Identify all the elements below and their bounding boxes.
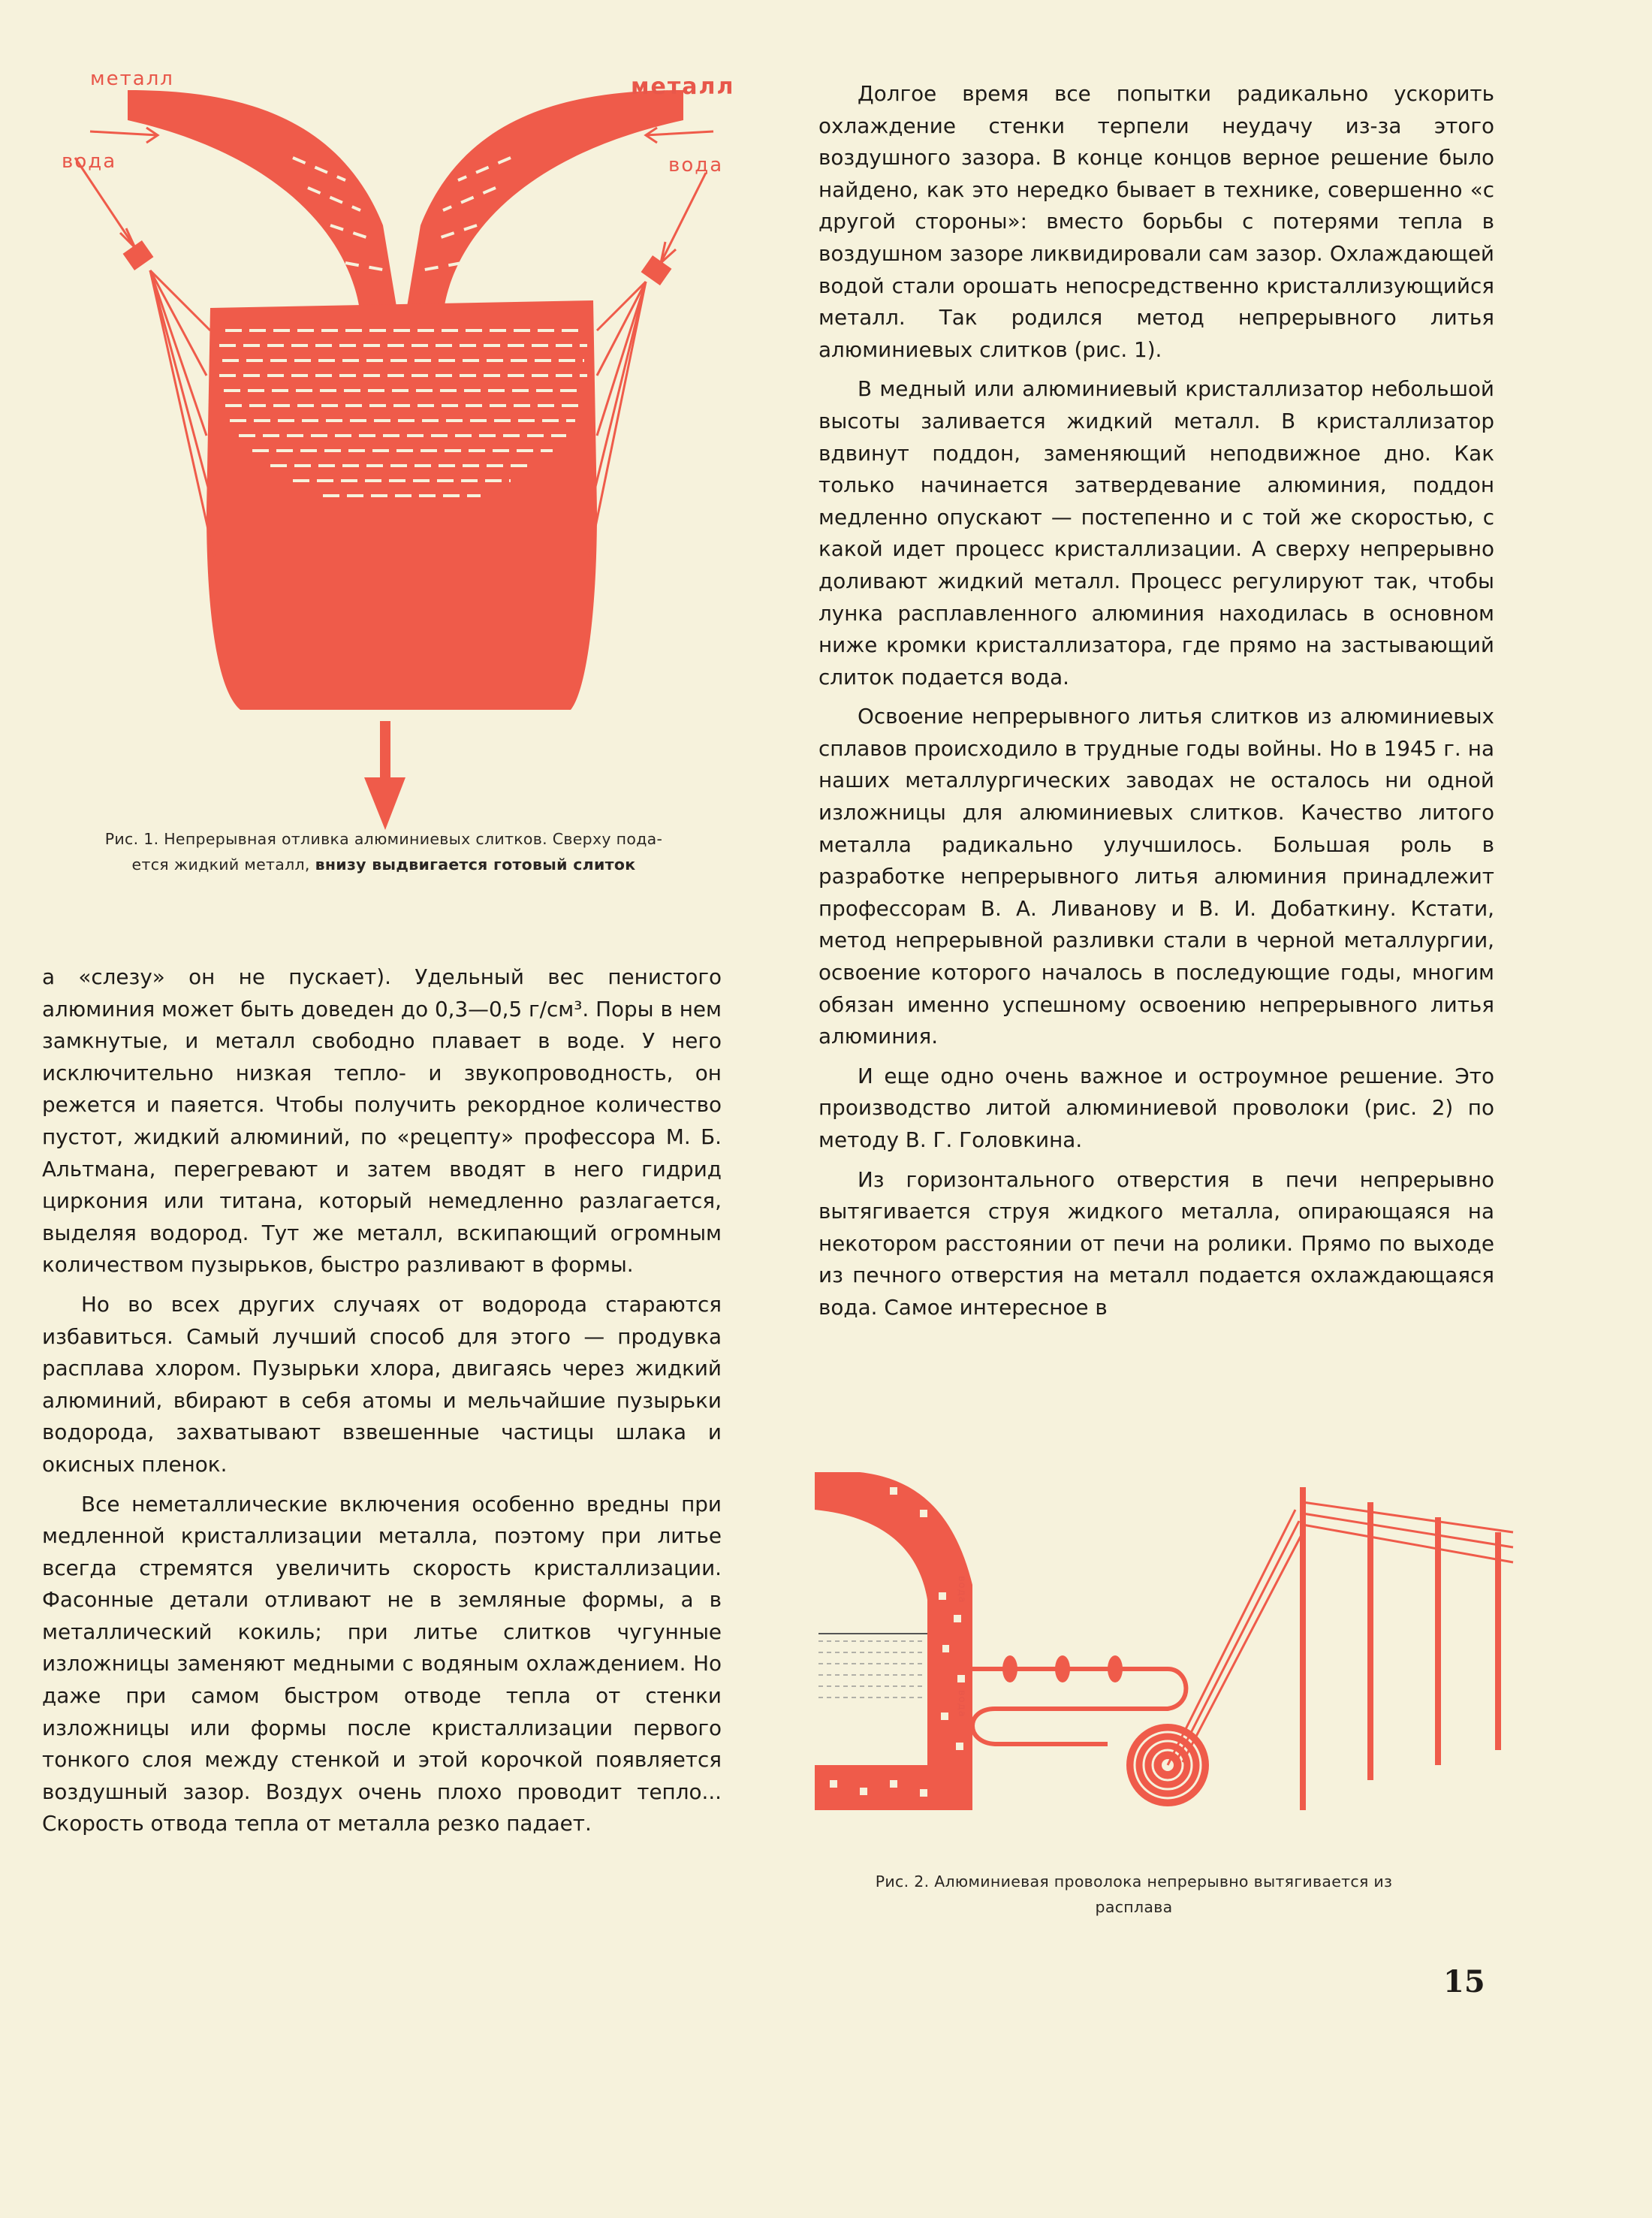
right-text-column [818,78,1494,1324]
label-metal-left: металл [90,68,174,90]
figure-2-caption [796,1869,1472,1920]
figure-1-caption-part3: внизу выдвигается готовый слиток [315,856,636,874]
paragraph: Все неметаллические включения особенно вредны при медленной кристаллизации металла, поэтому при литье всегда стремятся увеличить скорость кристаллизации. Фасонные детали отливают не в земляные формы, а в металлический кокиль; при литье слитков чугунные изложницы заменяют медными с водяным охлаждением. Но даже при самом быстром отводе тепла от стенки изложницы или формы после кристаллизации первого тонкого слоя между стенкой и этой корочкой появляется воздушный зазор. Воздух очень плохо проводит тепло... Скорость отвода тепла от металла резко падает. [42,1491,722,1836]
label-water-bottom: вода [956,1690,967,1718]
paragraph: Из горизонтального отверстия в печи непрерывно вытягивается струя жидкого металла, опирающаяся на некотором расстоянии от печи на ролики. Прямо по выходе из печного отверстия на металл подается охлаждающаяся вода. Самое интересное в [818,1166,1494,1320]
label-water-right: вода [668,154,724,177]
water-nozzle-right [589,173,706,556]
paragraph: В медный или алюминиевый кристаллизатор небольшой высоты заливается жидкий металл. В кристаллизатор вдвинут поддон, заменяющий неподвижное дно. Как только начинается затвердевание алюминия, поддон медленно опускают — постепенно и с той же скоростью, с какой идет процесс кристаллизации. А сверху непрерывно доливают жидкий металл. Процесс регулируют так, чтобы лунка расплавленного алюминия находилась в основном ниже кромки кристаллизатора, где прямо на застывающий слиток подается вода. [818,376,1494,690]
figure-1-caption [42,826,725,877]
metal-stream-right [405,90,683,315]
paragraph: Освоение непрерывного литья слитков из алюминиевых сплавов происходило в трудные годы войны. Но в 1945 г. на наших металлургических заводах не осталось ни одной изложницы для алюминиевых слитков. Качество литого металла радикально улучшилось. Большая роль в разработке непрерывного литья алюминия принадлежит профессорам В. А. Ливанову и В. И. Добаткину. Кстати, метод непрерывной разливки стали в черной металлургии, освоение которого началось в последующие годы, многим обязан именно успешному освоению непрерывного литья алюминия. [818,704,1494,1049]
label-water-top: вода [956,1576,967,1604]
figure-1-caption-part1: Рис. 1. Непрерывная отливка алюминиевых слитков. Сверху пода- [104,830,663,848]
figure-2-caption-line2: расплава [1095,1898,1173,1916]
down-arrow-icon [364,721,405,830]
figure-2-caption-line1: Рис. 2. Алюминиевая проволока непрерывно вытягивается из [875,1872,1393,1891]
page-number: 15 [1443,1964,1485,1999]
paragraph: Долгое время все попытки радикально ускорить охлаждение стенки терпели неудачу из-за этого воздушного зазора. В конце концов верное решение было найдено, как это нередко бывает в технике, совершенно «с другой стороны»: вместо борьбы с потерями тепла в воздушном зазоре ликвидировали сам зазор. Охлаждающей водой стали орошать непосредственно кристаллизующийся металл. Так родился метод непрерывного литья алюминиевых слитков (рис. 1). [818,81,1494,362]
paragraph: Но во всех других случаях от водорода стараются избавиться. Самый лучший способ для этого — продувка расплава хлором. Пузырьки хлора, двигаясь через жидкий алюминий, вбирают в себя атомы и мельчайшие пузырьки водорода, захватывают взвешенные частицы шлака и окисных пленок. [42,1291,722,1477]
water-nozzle-left [75,158,214,556]
poles [1303,1487,1498,1810]
ingot-casting-illustration [45,45,736,841]
figure-1-caption-part2: ется жидкий металл, [131,856,315,874]
wire-casting-illustration [815,1465,1536,1818]
paragraph: а «слезу» он не пускает). Удельный вес пенистого алюминия может быть доведен до 0,3—0,5 г/см³. Поры в нем замкнутые, и металл свободно плавает в воде. У него исключительно низкая тепло- и звукопроводность, он режется и паяется. Чтобы получить рекордное количество пустот, жидкий алюминий, по «рецепту» профессора М. Б. Альтмана, перегревают и затем вводят в него гидрид циркония или титана, который немедленно разлагается, выделяя водород. Тут же металл, вскипающий огромным количеством пузырьков, быстро разливают в формы. [42,964,722,1278]
metal-stream-left [128,90,398,315]
label-water-left: вода [62,150,117,173]
figure-2-wire-casting [815,1465,1536,1818]
overhead-wires [1168,1502,1513,1765]
paragraph: И еще одно очень важное и остроумное решение. Это производство литой алюминиевой проволоки (рис. 2) по методу В. Г. Головкина. [818,1063,1494,1152]
left-text-column [42,961,722,1840]
label-metal-right: металл [631,74,735,100]
figure-1-ingot-casting [45,45,736,841]
